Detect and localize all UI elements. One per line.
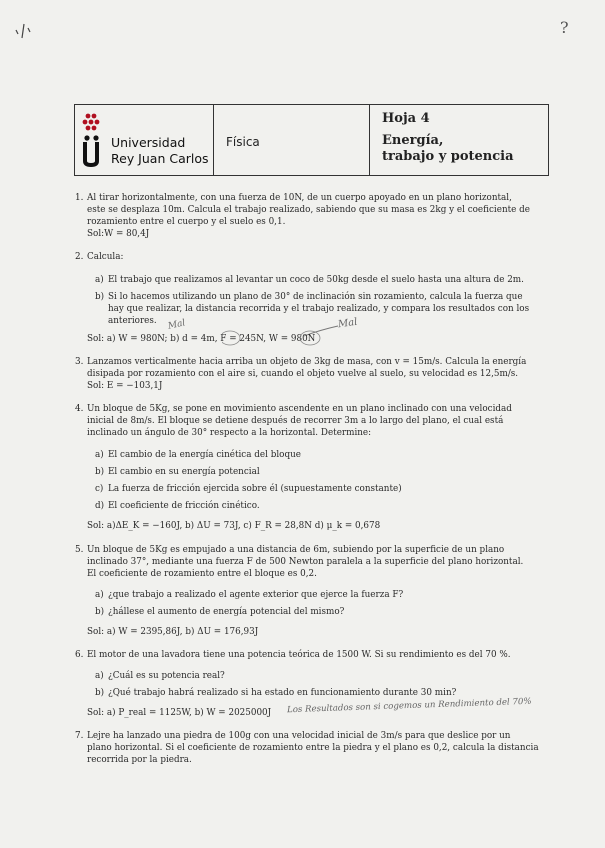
- sheet-subtitle-line2: trabajo y potencia: [382, 149, 514, 164]
- problem-4-solution: Sol: a)ΔE_K = −160J, b) ΔU = 73J, c) F_R = 28,8N d) μ_k = 0,678: [87, 521, 381, 531]
- problem-2-b-line: hay que realizar, la distancia recorrida y el trabajo realizado, y compara los resultados con los: [108, 304, 530, 314]
- handwritten-note-rendimiento: Los Resultados son si cogemos un Rendimiento del 70%: [286, 696, 532, 716]
- problem-1-line: este se desplaza 10m. Calcula el trabajo realizado, sabiendo que su masa es 2kg y el coeficiente de: [87, 205, 530, 215]
- problem-1-line: rozamiento entre el cuerpo y el suelo es 0,1.: [87, 217, 286, 227]
- subject-label: Física: [226, 135, 260, 149]
- subject-cell: [214, 105, 370, 175]
- sheet-title-cell: [370, 105, 548, 175]
- problem-4-item-text: El cambio en su energía potencial: [108, 467, 260, 477]
- problem-4-item-label: a): [95, 450, 104, 460]
- problem-2-a-text: El trabajo que realizamos al levantar un coco de 50kg desde el suelo hasta una altura de 2m.: [108, 275, 524, 285]
- problem-6-item-label: b): [95, 688, 105, 698]
- problem-3-line: Lanzamos verticalmente hacia arriba un objeto de 3kg de masa, con v = 15m/s. Calcula la energía: [87, 357, 527, 367]
- university-logo-icon: [81, 111, 105, 169]
- problem-3-solution: Sol: E = −103,1J: [87, 381, 163, 391]
- handwritten-note-mal-2: Mal: [337, 316, 359, 331]
- problem-2-a-label: a): [95, 275, 104, 285]
- problem-4-number: 4.: [75, 404, 84, 414]
- problem-2-b-line: anteriores.: [108, 316, 157, 326]
- problem-5-line: El coeficiente de rozamiento entre el bloque es 0,2.: [87, 569, 317, 579]
- problem-5-number: 5.: [75, 545, 84, 555]
- problem-5-line: inclinado 37°, mediante una fuerza F de 500 Newton paralela a la superficie del plano horizontal.: [87, 557, 524, 567]
- problem-7-line: plano horizontal. Si el coeficiente de rozamiento entre la piedra y el plano es 0,2, calcula la distancia: [87, 743, 539, 753]
- problem-2-number: 2.: [75, 252, 84, 262]
- problem-4-item-text: La fuerza de fricción ejercida sobre él (supuestamente constante): [108, 484, 402, 494]
- handwritten-circles: [222, 330, 322, 348]
- problem-6-solution: Sol: a) P_real = 1125W, b) W = 2025000J: [87, 708, 272, 718]
- problem-5-solution: Sol: a) W = 2395,86J, b) ΔU = 176,93J: [87, 627, 259, 637]
- problem-3-number: 3.: [75, 357, 84, 367]
- problem-4-line: inclinado un ángulo de 30° respecto a la horizontal. Determine:: [87, 428, 372, 438]
- problem-6-line: El motor de una lavadora tiene una potencia teórica de 1500 W. Si su rendimiento es del 70 %.: [87, 650, 511, 660]
- sheet-subtitle: [382, 133, 514, 165]
- problem-2-b-label: b): [95, 292, 105, 302]
- sheet-subtitle-line1: Energía,: [382, 133, 444, 148]
- problem-4-item-label: c): [95, 484, 104, 494]
- problem-1-line: Al tirar horizontalmente, con una fuerza de 10N, de un cuerpo apoyado en un plano horizontal,: [87, 193, 512, 203]
- problem-4-item-label: b): [95, 467, 105, 477]
- problem-5-item-text: ¿hállese el aumento de energía potencial del mismo?: [108, 607, 345, 617]
- sheet-title: Hoja 4: [382, 111, 430, 126]
- handwritten-note-mal-1: Mal: [167, 318, 187, 332]
- problem-2-solution: Sol: a) W = 980N; b) d = 4m, F = 245N, W = 980N: [87, 334, 316, 344]
- corner-question-mark: ?: [560, 18, 569, 37]
- problem-6-number: 6.: [75, 650, 84, 660]
- problem-6-item-label: a): [95, 671, 104, 681]
- university-name-line1: Universidad: [111, 135, 186, 150]
- problem-5-item-label: a): [95, 590, 104, 600]
- problem-5-item-text: ¿que trabajo a realizado el agente exterior que ejerce la fuerza F?: [108, 590, 404, 600]
- problem-1-number: 1.: [75, 193, 84, 203]
- problem-4-line: inicial de 8m/s. El bloque se detiene después de recorrer 3m a lo largo del plano, el cual está: [87, 416, 504, 426]
- problem-4-item-text: El cambio de la energía cinética del bloque: [108, 450, 301, 460]
- problem-6-item-text: ¿Cuál es su potencia real?: [108, 671, 225, 681]
- university-logo-cell: [75, 105, 214, 175]
- problem-7-number: 7.: [75, 731, 84, 741]
- problem-4-item-label: d): [95, 501, 105, 511]
- sheet-header: [74, 104, 549, 176]
- problem-2-b-line: Si lo hacemos utilizando un plano de 30° de inclinación sin rozamiento, calcula la fuerza que: [108, 292, 523, 302]
- problem-5-line: Un bloque de 5Kg es empujado a una distancia de 6m, subiendo por la superficie de un plano: [87, 545, 505, 555]
- problem-7-line: Lejre ha lanzado una piedra de 100g con una velocidad inicial de 3m/s para que deslice por un: [87, 731, 511, 741]
- problem-4-line: Un bloque de 5Kg, se pone en movimiento ascendente en un plano inclinado con una velocidad: [87, 404, 512, 414]
- problem-6-item-text: ¿Qué trabajo habrá realizado si ha estado en funcionamiento durante 30 min?: [108, 688, 457, 698]
- problem-4-item-text: El coeficiente de fricción cinético.: [108, 501, 260, 511]
- problem-7-line: recorrida por la piedra.: [87, 755, 192, 765]
- problem-1-solution: Sol:W = 80,4J: [87, 229, 150, 239]
- problem-5-item-label: b): [95, 607, 105, 617]
- problem-3-line: disipada por rozamiento con el aire si, cuando el objeto vuelve al suelo, su velocidad es 12,5m/s.: [87, 369, 519, 379]
- problem-2-intro: Calcula:: [87, 252, 124, 262]
- university-name-line2: Rey Juan Carlos: [111, 151, 209, 166]
- pen-scribble-mark: [10, 18, 40, 48]
